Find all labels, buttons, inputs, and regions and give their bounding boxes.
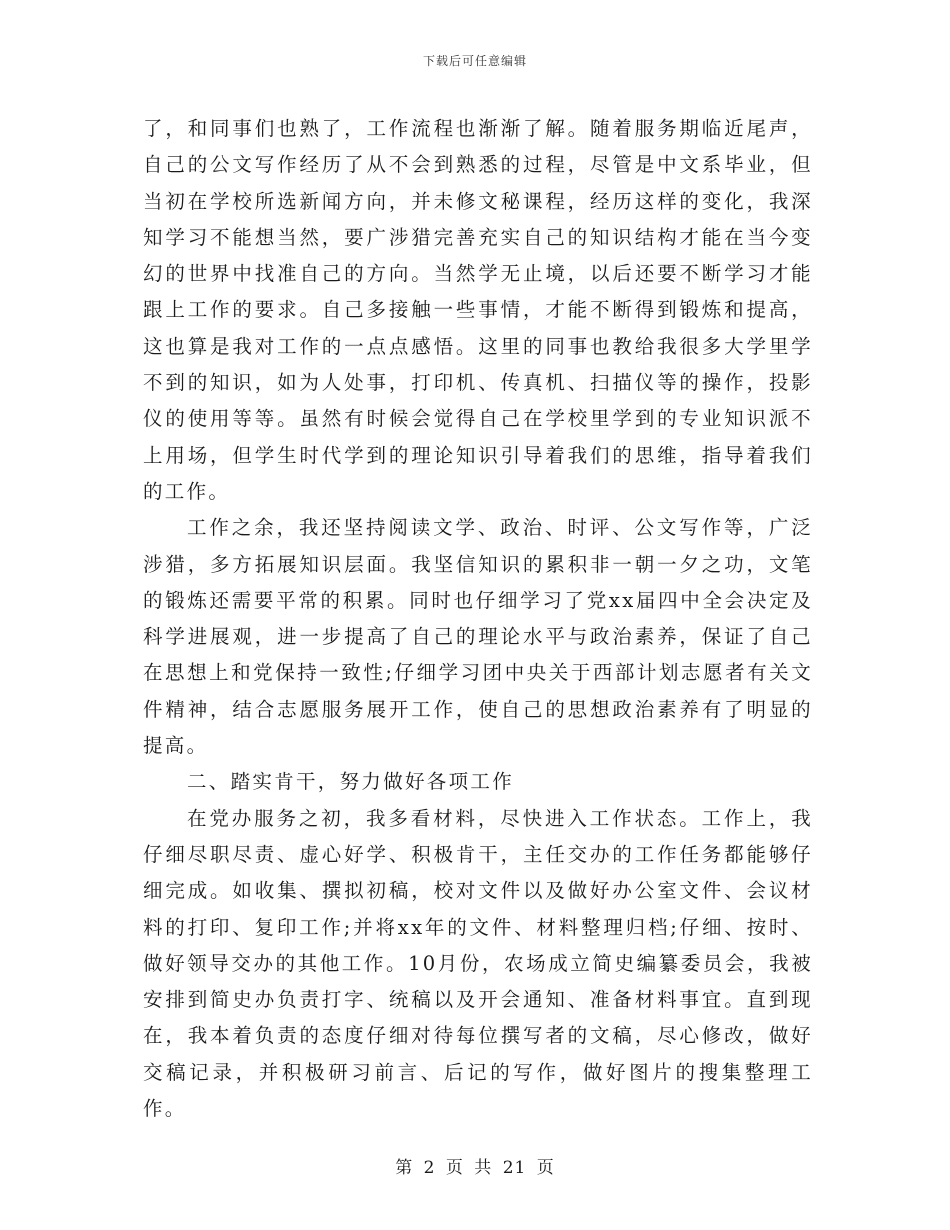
paragraph-3: 在党办服务之初，我多看材料，尽快进入工作状态。工作上，我仔细尽职尽责、虚心好学、积极肯干，主任交办的工作任务都能够仔细完成。如收集、撰拟初稿，校对文件以及做好办公室文件、会议材料的打印、复印工作;并将xx年的文件、材料整理归档;仔细、按时、做好领导交办的其他工作。10月份，农场成立简史编纂委员会，我被安排到简史办负责打字、统稿以及开会通知、准备材料事宜。直到现在，我本着负责的态度仔细对待每位撰写者的文稿，尽心修改，做好交稿记录，并积极研习前言、后记的写作，做好图片的搜集整理工作。 (143, 806, 813, 1121)
paragraph-2: 工作之余，我还坚持阅读文学、政治、时评、公文写作等，广泛涉猎，多方拓展知识层面。我坚信知识的累积非一朝一夕之功，文笔的锻炼还需要平常的积累。同时也仔细学习了党xx届四中全会决定及科学进展观，进一步提高了自己的理论水平与政治素养，保证了自己在思想上和党保持一致性;仔细学习团中央关于西部计划志愿者有关文件精神，结合志愿服务展开工作，使自己的思想政治素养有了明显的提高。 (143, 516, 813, 758)
page-header: 下载后可任意编辑 (422, 54, 527, 68)
footer-page-label: 页 (445, 1158, 464, 1178)
document-body (143, 111, 813, 1127)
footer-total-label: 共 (474, 1158, 493, 1178)
page-footer (0, 1153, 950, 1178)
paragraph-1: 了，和同事们也熟了，工作流程也渐渐了解。随着服务期临近尾声，自己的公文写作经历了从不会到熟悉的过程，尽管是中文系毕业，但当初在学校所选新闻方向，并未修文秘课程，经历这样的变化，我深知学习不能想当然，要广涉猎完善充实自己的知识结构才能在当今变幻的世界中找准自己的方向。当然学无止境，以后还要不断学习才能跟上工作的要求。自己多接触一些事情，才能不断得到锻炼和提高，这也算是我对工作的一点点感悟。这里的同事也教给我很多大学里学不到的知识，如为人处事，打印机、传真机、扫描仪等的操作，投影仪的使用等等。虽然有时候会觉得自己在学校里学到的专业知识派不上用场，但学生时代学到的理论知识引导着我们的思维，指导着我们的工作。 (143, 117, 813, 503)
section-heading: 二、踏实肯干，努力做好各项工作 (187, 770, 515, 794)
footer-prefix: 第 (395, 1158, 414, 1178)
total-pages-number: 21 (502, 1158, 527, 1178)
footer-suffix: 页 (536, 1158, 555, 1178)
current-page-number: 2 (423, 1158, 436, 1178)
